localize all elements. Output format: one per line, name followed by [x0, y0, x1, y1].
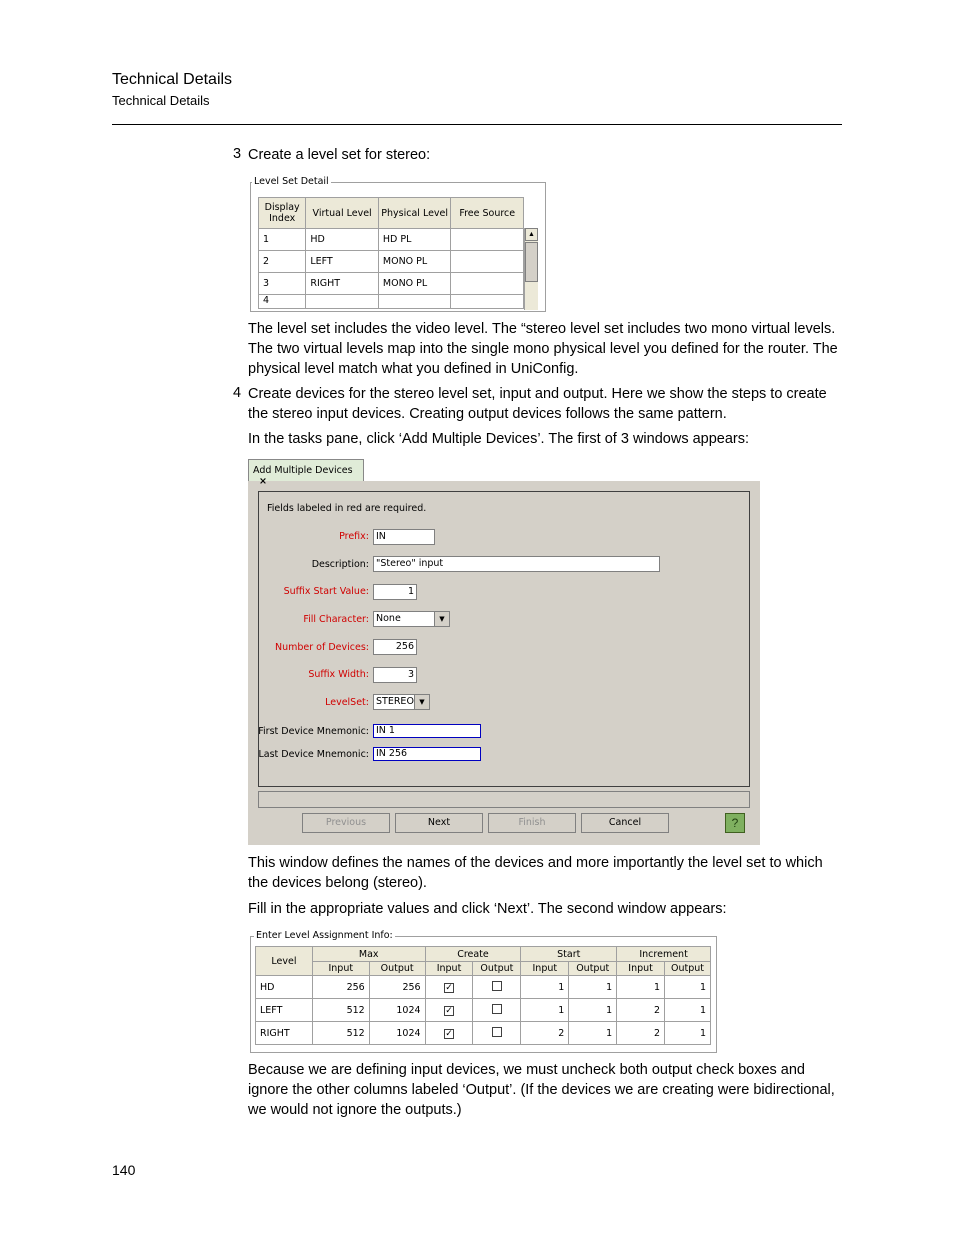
col-level[interactable]: Level — [256, 947, 313, 976]
col-create-output[interactable]: Output — [473, 962, 521, 976]
required-note: Fields labeled in red are required. — [267, 503, 427, 514]
create-output-checkbox[interactable] — [492, 981, 502, 991]
col-virtual-level[interactable]: Virtual Level — [306, 198, 379, 229]
vertical-scrollbar[interactable] — [524, 228, 538, 310]
status-bar — [258, 791, 750, 808]
table-row[interactable]: 3 RIGHT MONO PL — [259, 273, 524, 295]
levelset-label: LevelSet: — [325, 697, 369, 708]
paragraph-uncheck-outputs: Because we are defining input devices, we must uncheck both output check boxes and ignore the other columns labeled ‘Output’. (If the devices we are creating were bidirectional, we would not ignore the outputs.) — [248, 1062, 835, 1118]
first-mnemonic-label: First Device Mnemonic: — [258, 726, 369, 737]
paragraph-fill-values: Fill in the appropriate values and click ‘Next’. The second window appears: — [248, 901, 727, 917]
level-assignment-screenshot — [248, 928, 719, 1054]
col-start-input[interactable]: Input — [521, 962, 569, 976]
last-mnemonic-field: IN 256 — [373, 747, 481, 761]
level-assignment-table — [255, 946, 711, 1045]
scroll-thumb[interactable] — [525, 242, 538, 282]
close-icon[interactable]: × — [259, 476, 267, 487]
col-free-source[interactable]: Free Source — [451, 198, 524, 229]
paragraph-tasks-pane: In the tasks pane, click ‘Add Multiple Devices’. The first of 3 windows appears: — [248, 431, 750, 447]
wizard-form-panel — [258, 491, 750, 787]
create-output-checkbox[interactable] — [492, 1004, 502, 1014]
fill-character-value: None — [376, 613, 401, 624]
tab-label: Add Multiple Devices — [253, 465, 353, 476]
prefix-input[interactable]: IN — [373, 529, 435, 545]
table-row[interactable]: HD 256 256 ✓ 1 1 1 1 — [256, 976, 711, 999]
suffix-start-input[interactable]: 1 — [373, 584, 417, 600]
col-create-input[interactable]: Input — [425, 962, 473, 976]
create-input-checkbox[interactable]: ✓ — [445, 982, 453, 993]
number-of-devices-label: Number of Devices: — [275, 642, 369, 653]
header-rule — [112, 124, 842, 125]
table-row[interactable]: 4 — [259, 295, 524, 309]
col-increment[interactable]: Increment — [617, 947, 711, 962]
level-set-detail-label: Level Set Detail — [254, 176, 329, 187]
running-header-subtitle: Technical Details — [112, 93, 210, 108]
col-max-output[interactable]: Output — [369, 962, 425, 976]
scroll-up-icon[interactable]: ▲ — [525, 228, 538, 241]
first-mnemonic-field: IN 1 — [373, 724, 481, 738]
col-display-index[interactable]: Display Index — [259, 198, 306, 229]
table-row[interactable]: 2 LEFT MONO PL — [259, 251, 524, 273]
add-multiple-devices-window — [248, 459, 760, 845]
running-header-title: Technical Details — [112, 71, 233, 88]
step-4-number: 4 — [233, 385, 242, 401]
tab-add-multiple-devices[interactable] — [248, 459, 364, 487]
suffix-width-label: Suffix Width: — [308, 669, 369, 680]
levelset-value: STEREO — [376, 696, 414, 707]
paragraph-window-defines: This window defines the names of the devices and more importantly the level set to which the devices belong (stereo). — [248, 855, 823, 891]
create-input-checkbox[interactable]: ✓ — [445, 1005, 453, 1016]
col-physical-level[interactable]: Physical Level — [378, 198, 451, 229]
table-row[interactable]: 1 HD HD PL — [259, 229, 524, 251]
col-max-input[interactable]: Input — [312, 962, 369, 976]
level-set-detail-screenshot — [248, 175, 548, 310]
prefix-label: Prefix: — [339, 531, 369, 542]
chevron-down-icon[interactable]: ▼ — [434, 612, 449, 626]
table-row[interactable]: RIGHT 512 1024 ✓ 2 1 2 1 — [256, 1022, 711, 1045]
chevron-down-icon[interactable]: ▼ — [414, 695, 429, 709]
level-set-table — [258, 197, 524, 309]
create-output-checkbox[interactable] — [492, 1027, 502, 1037]
description-input[interactable]: "Stereo" input — [373, 556, 660, 572]
col-start[interactable]: Start — [521, 947, 617, 962]
col-create[interactable]: Create — [425, 947, 521, 962]
col-increment-output[interactable]: Output — [665, 962, 711, 976]
create-input-checkbox[interactable]: ✓ — [445, 1028, 453, 1039]
paragraph-level-set: The level set includes the video level. The “stereo level set includes two mono virtual levels. The two virtual levels map into the single mono physical level you defined for the router. The physical level match what you defined in UniConfig. — [248, 321, 838, 377]
step-3-number: 3 — [233, 146, 242, 162]
next-button[interactable]: Next — [395, 813, 483, 833]
suffix-width-input[interactable]: 3 — [373, 667, 417, 683]
fill-character-label: Fill Character: — [303, 614, 369, 625]
description-label: Description: — [311, 559, 369, 570]
page-number: 140 — [112, 1162, 136, 1178]
last-mnemonic-label: Last Device Mnemonic: — [258, 749, 369, 760]
col-increment-input[interactable]: Input — [617, 962, 665, 976]
help-icon[interactable]: ? — [725, 813, 745, 833]
step-3-text: Create a level set for stereo: — [248, 147, 431, 163]
table-row[interactable]: LEFT 512 1024 ✓ 1 1 2 1 — [256, 999, 711, 1022]
level-assignment-label: Enter Level Assignment Info: — [256, 930, 393, 941]
cancel-button[interactable]: Cancel — [581, 813, 669, 833]
suffix-start-label: Suffix Start Value: — [283, 586, 369, 597]
col-max[interactable]: Max — [312, 947, 425, 962]
levelset-select[interactable] — [373, 694, 430, 710]
col-start-output[interactable]: Output — [569, 962, 617, 976]
previous-button[interactable]: Previous — [302, 813, 390, 833]
number-of-devices-input[interactable]: 256 — [373, 639, 417, 655]
step-4-text: Create devices for the stereo level set, input and output. Here we show the steps to create the stereo input devices. Creating output devices follows the same pattern. — [248, 386, 827, 422]
finish-button[interactable]: Finish — [488, 813, 576, 833]
fill-character-select[interactable] — [373, 611, 450, 627]
